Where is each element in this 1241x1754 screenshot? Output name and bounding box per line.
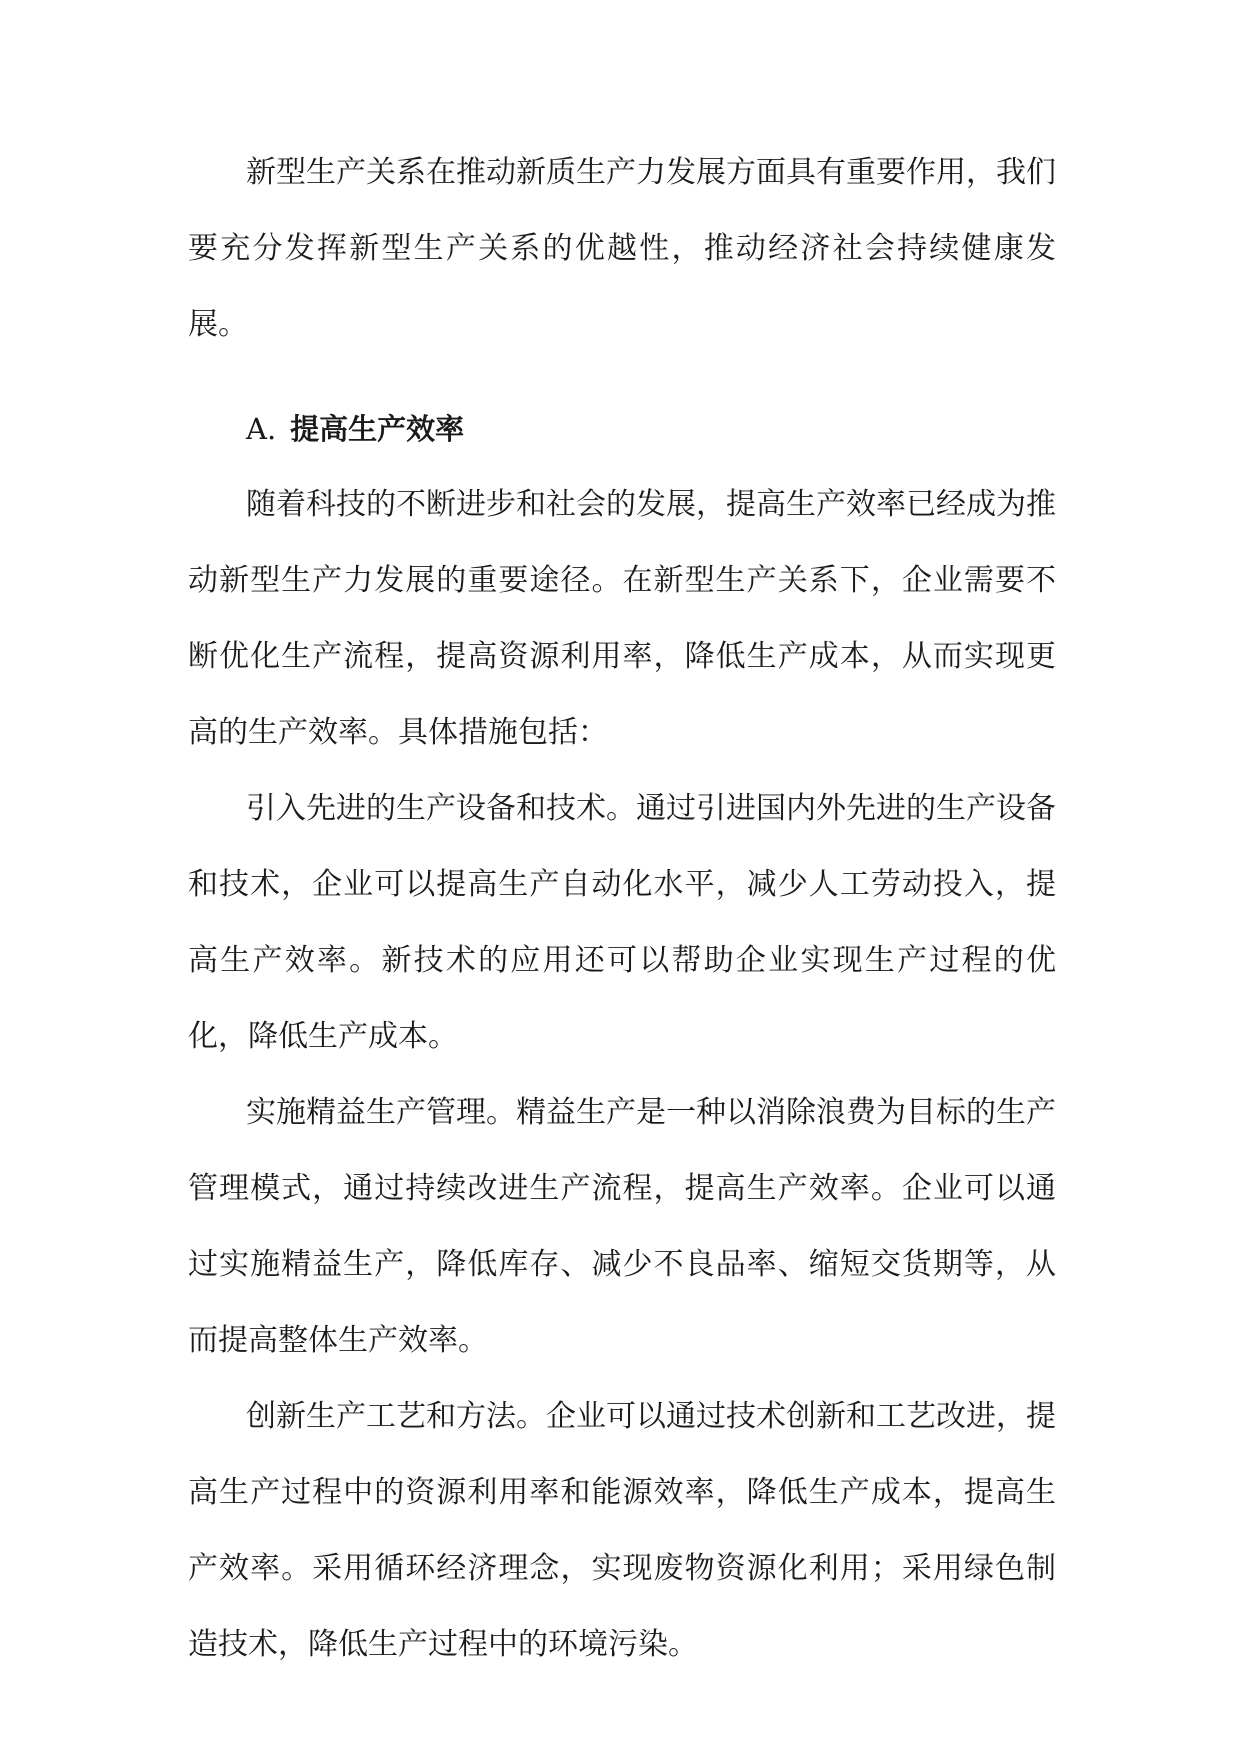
section-heading (188, 391, 1056, 467)
body-paragraph: 创新生产工艺和方法。企业可以通过技术创新和工艺改进，提高生产过程中的资源利用率和能源效率，降低生产成本，提高生产效率。采用循环经济理念，实现废物资源化利用；采用绿色制造技术，降低生产过程中的环境污染。 (188, 1399, 1056, 1662)
body-paragraph: 实施精益生产管理。精益生产是一种以消除浪费为目标的生产管理模式，通过持续改进生产流程，提高生产效率。企业可以通过实施精益生产，降低库存、减少不良品率、缩短交货期等，从而提高整体生产效率。 (188, 1095, 1056, 1358)
section-title: 提高生产效率 (290, 412, 465, 446)
intro-paragraph: 新型生产关系在推动新质生产力发展方面具有重要作用，我们要充分发挥新型生产关系的优越性，推动经济社会持续健康发展。 (188, 155, 1056, 342)
body-paragraph: 引入先进的生产设备和技术。通过引进国内外先进的生产设备和技术，企业可以提高生产自动化水平，减少人工劳动投入，提高生产效率。新技术的应用还可以帮助企业实现生产过程的优化，降低生产成本。 (188, 791, 1056, 1054)
document-body (188, 135, 1056, 1683)
section-number: A. (246, 412, 277, 446)
body-paragraph: 随着科技的不断进步和社会的发展，提高生产效率已经成为推动新型生产力发展的重要途径。在新型生产关系下，企业需要不断优化生产流程，提高资源利用率，降低生产成本，从而实现更高的生产效率。具体措施包括： (188, 487, 1056, 750)
